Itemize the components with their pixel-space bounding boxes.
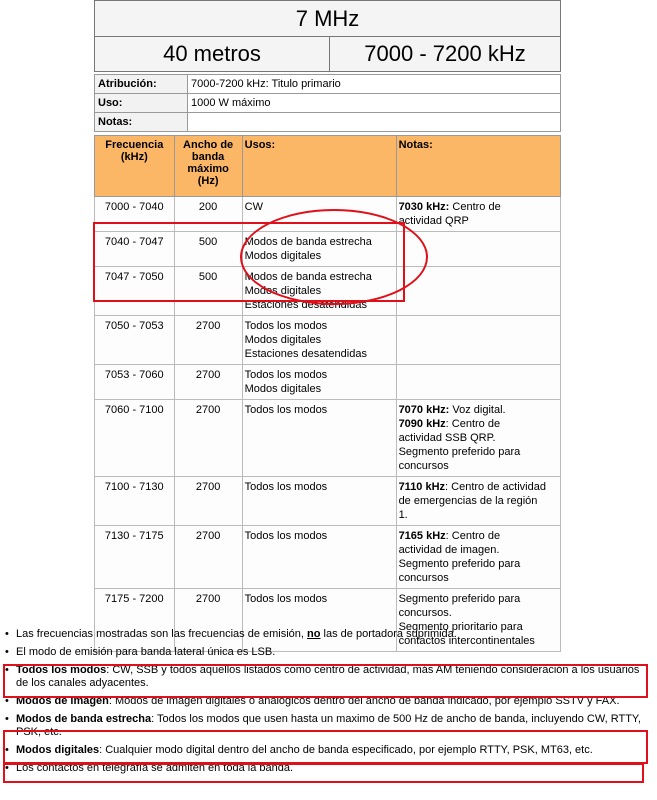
bullet-icon: • xyxy=(5,628,9,640)
bullet-icon: • xyxy=(5,664,9,676)
info-row xyxy=(95,75,561,94)
cell-notas xyxy=(396,316,560,365)
footnote-emphasis: no xyxy=(307,628,321,640)
cell-usos xyxy=(242,232,396,267)
bullet-icon: • xyxy=(5,695,9,707)
nota-text: actividad QRP xyxy=(398,215,469,227)
nota-frequency: 7090 kHz xyxy=(398,418,446,430)
nota-line xyxy=(399,543,558,557)
footnote-text: las de portadora suprimida. xyxy=(320,628,457,640)
cell-usos xyxy=(242,365,396,400)
footnote-text: : CW, SSB y todos aquellos listados como centro de actividad, más AM teniendo consideración a los usuarios de los canales adyacentes. xyxy=(16,664,640,689)
nota-text: : Centro de xyxy=(445,418,501,430)
bullet-icon: • xyxy=(5,646,9,658)
nota-text: Segmento preferido para xyxy=(398,593,521,605)
footnote xyxy=(4,762,650,775)
bullet-icon: • xyxy=(5,713,9,725)
cell-frecuencia: 7000 - 7040 xyxy=(95,197,175,232)
nota-text: concursos xyxy=(398,572,449,584)
cell-notas xyxy=(396,526,560,589)
cell-ancho-banda: 500 xyxy=(174,232,242,267)
band-header-table xyxy=(94,0,561,72)
nota-line xyxy=(399,480,558,494)
footnote-text: El modo de emisión para banda lateral única es LSB. xyxy=(16,646,276,658)
col-frecuencia-l2: (kHz) xyxy=(120,151,148,163)
band-plan xyxy=(94,0,561,652)
footnote xyxy=(4,628,650,641)
footnote-term: Todos los modos xyxy=(16,664,107,676)
footnote xyxy=(4,646,650,659)
bullet-icon: • xyxy=(5,762,9,774)
nota-text: actividad de imagen. xyxy=(398,544,500,556)
nota-text: Segmento preferido para xyxy=(398,446,521,458)
nota-text: : Centro de xyxy=(445,530,501,542)
nota-line xyxy=(399,571,558,585)
table-row xyxy=(95,526,561,589)
footnote xyxy=(4,664,650,690)
uso-line: Todos los modos xyxy=(244,593,328,605)
nota-line xyxy=(399,592,558,606)
info-label: Atribución: xyxy=(95,75,188,94)
cell-notas xyxy=(396,197,560,232)
nota-frequency: 7070 kHz: xyxy=(398,404,450,416)
col-ancho-l4: (Hz) xyxy=(197,175,219,187)
nota-line xyxy=(399,445,558,459)
col-ancho-l2: banda xyxy=(191,151,225,163)
nota-line xyxy=(399,459,558,473)
nota-text: concursos. xyxy=(398,607,452,619)
col-ancho-l3: máximo xyxy=(187,163,229,175)
uso-line: CW xyxy=(244,201,263,213)
nota-text: 1. xyxy=(398,509,408,521)
col-ancho-l1: Ancho de xyxy=(183,139,234,151)
cell-ancho-banda: 2700 xyxy=(174,589,242,652)
cell-notas xyxy=(396,477,560,526)
uso-line: Modos digitales xyxy=(244,285,322,297)
uso-line: Modos digitales xyxy=(244,334,322,346)
nota-text: : Centro de actividad xyxy=(445,481,546,493)
uso-line: Estaciones desatendidas xyxy=(244,348,367,360)
footnote-text: Las frecuencias mostradas son las frecuencias de emisión, xyxy=(16,628,308,640)
uso-line: Estaciones desatendidas xyxy=(244,299,367,311)
uso-line: Modos de banda estrecha xyxy=(244,271,372,283)
table-row xyxy=(95,400,561,477)
cell-frecuencia: 7130 - 7175 xyxy=(95,526,175,589)
footnote xyxy=(4,695,650,708)
nota-line xyxy=(399,508,558,522)
nota-text: Centro de xyxy=(449,201,501,213)
band-range: 7000 - 7200 kHz xyxy=(330,37,561,72)
cell-notas xyxy=(396,400,560,477)
uso-line: Modos de banda estrecha xyxy=(244,236,372,248)
cell-ancho-banda: 2700 xyxy=(174,400,242,477)
uso-line: Todos los modos xyxy=(244,320,328,332)
nota-text: contactos intercontinentales xyxy=(398,635,535,647)
cell-ancho-banda: 2700 xyxy=(174,316,242,365)
cell-frecuencia: 7047 - 7050 xyxy=(95,267,175,316)
table-row xyxy=(95,197,561,232)
uso-line: Modos digitales xyxy=(244,250,322,262)
nota-line xyxy=(399,606,558,620)
cell-usos xyxy=(242,477,396,526)
cell-ancho-banda: 200 xyxy=(174,197,242,232)
nota-text: concursos xyxy=(398,460,449,472)
cell-frecuencia: 7053 - 7060 xyxy=(95,365,175,400)
info-row xyxy=(95,94,561,113)
nota-line xyxy=(399,557,558,571)
nota-line xyxy=(399,529,558,543)
nota-frequency: 7110 kHz xyxy=(398,481,446,493)
cell-frecuencia: 7050 - 7053 xyxy=(95,316,175,365)
uso-line: Todos los modos xyxy=(244,404,328,416)
info-label: Notas: xyxy=(95,113,188,132)
cell-notas xyxy=(396,365,560,400)
cell-frecuencia: 7100 - 7130 xyxy=(95,477,175,526)
cell-ancho-banda: 2700 xyxy=(174,477,242,526)
footnote-term: Modos digitales xyxy=(16,744,100,756)
table-row xyxy=(95,477,561,526)
cell-notas xyxy=(396,267,560,316)
col-usos: Usos: xyxy=(242,136,396,197)
table-row xyxy=(95,267,561,316)
footnote-text: Los contactos en telegrafía se admiten en toda la banda. xyxy=(16,762,294,774)
uso-line: Todos los modos xyxy=(244,369,328,381)
nota-text: Voz digital. xyxy=(449,404,506,416)
nota-line xyxy=(399,214,558,228)
footnote-term: Modos de imagen xyxy=(16,695,109,707)
uso-line: Modos digitales xyxy=(244,383,322,395)
cell-usos xyxy=(242,526,396,589)
nota-line xyxy=(399,494,558,508)
footnotes xyxy=(4,628,650,780)
cell-usos xyxy=(242,316,396,365)
info-table xyxy=(94,74,561,132)
cell-ancho-banda: 500 xyxy=(174,267,242,316)
footnote-text: : Modos de imagen digitales o analógicos dentro del ancho de banda indicado, por ejemplo SSTV y FAX. xyxy=(108,695,620,707)
footnote xyxy=(4,713,650,739)
frequency-title: 7 MHz xyxy=(95,1,561,37)
table-body xyxy=(95,197,561,652)
cell-ancho-banda: 2700 xyxy=(174,365,242,400)
info-label: Uso: xyxy=(95,94,188,113)
table-row xyxy=(95,365,561,400)
bullet-icon: • xyxy=(5,744,9,756)
cell-usos xyxy=(242,197,396,232)
footnote xyxy=(4,744,650,757)
table-row xyxy=(95,232,561,267)
footnote-term: Modos de banda estrecha xyxy=(16,713,152,725)
cell-notas xyxy=(396,232,560,267)
cell-frecuencia: 7175 - 7200 xyxy=(95,589,175,652)
nota-text: Segmento prioritario para xyxy=(398,621,523,633)
nota-text: actividad SSB QRP. xyxy=(398,432,496,444)
info-value: 7000-7200 kHz: Titulo primario xyxy=(188,75,561,94)
info-row xyxy=(95,113,561,132)
cell-usos xyxy=(242,267,396,316)
info-value xyxy=(188,113,561,132)
col-ancho-banda xyxy=(174,136,242,197)
nota-frequency: 7165 kHz xyxy=(398,530,446,542)
col-frecuencia-l1: Frecuencia xyxy=(105,139,164,151)
cell-frecuencia: 7040 - 7047 xyxy=(95,232,175,267)
nota-line xyxy=(399,431,558,445)
nota-line xyxy=(399,403,558,417)
band-segments-table xyxy=(94,135,561,652)
info-value: 1000 W máximo xyxy=(188,94,561,113)
cell-frecuencia: 7060 - 7100 xyxy=(95,400,175,477)
col-frecuencia xyxy=(95,136,175,197)
band-name: 40 metros xyxy=(95,37,330,72)
col-notas: Notas: xyxy=(396,136,560,197)
nota-text: de emergencias de la región xyxy=(398,495,538,507)
uso-line: Todos los modos xyxy=(244,481,328,493)
cell-usos xyxy=(242,400,396,477)
footnote-text: : Todos los modos que usen hasta un maximo de 500 Hz de ancho de banda, incluyendo CW, RTTY, PSK, etc. xyxy=(16,713,641,738)
nota-text: Segmento preferido para xyxy=(398,558,521,570)
nota-frequency: 7030 kHz: xyxy=(398,201,450,213)
footnote-text: : Cualquier modo digital dentro del ancho de banda especificado, por ejemplo RTTY, PSK, MT63, etc. xyxy=(99,744,593,756)
cell-ancho-banda: 2700 xyxy=(174,526,242,589)
nota-line xyxy=(399,200,558,214)
table-row xyxy=(95,316,561,365)
nota-line xyxy=(399,417,558,431)
uso-line: Todos los modos xyxy=(244,530,328,542)
